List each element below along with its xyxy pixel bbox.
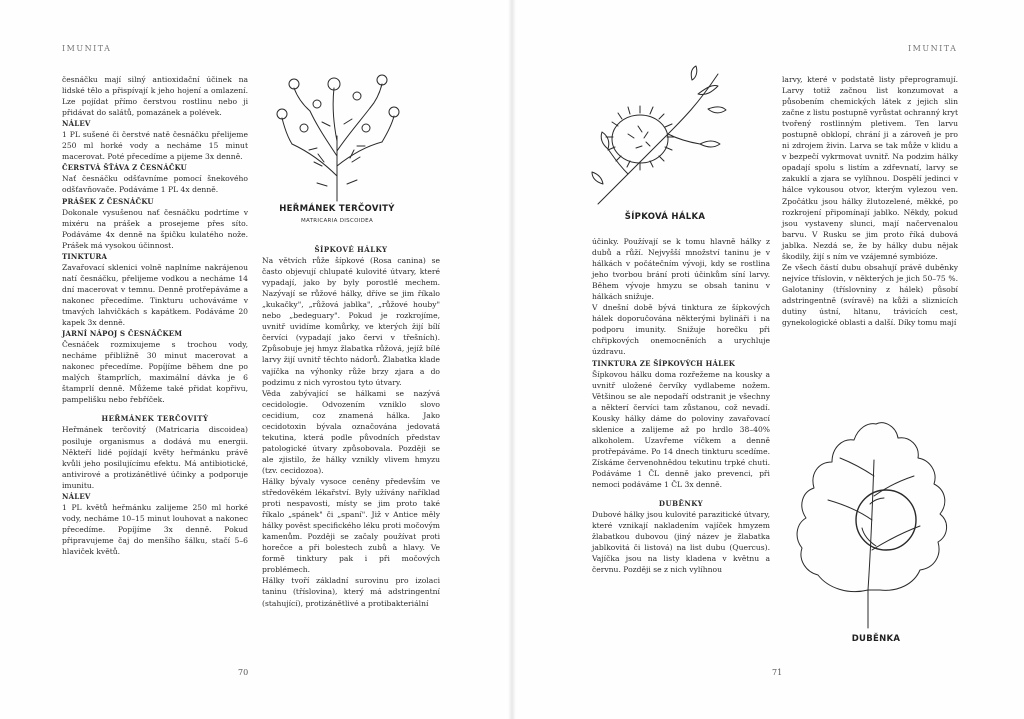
left-page-column-2 [262, 236, 440, 609]
right-page-number: 71 [772, 668, 783, 677]
chamomile-illustration [262, 66, 412, 206]
paragraph: 1 PL květů heřmánku zalijeme 250 ml horké vody, necháme 10–15 minut louhovat a nakonec přecedíme. Popíjíme 3x denně. Pokud připravujeme čaj do menšího šálku, stačí 5–6 hlaviček květů. [62, 502, 248, 556]
paragraph: 1 PL sušené či čerstvé natě česnáčku přelijeme 250 ml horké vody a necháme 15 minut macerovat. Poté přecedíme a pijeme 3x denně. [62, 130, 248, 162]
paragraph: Česnáček rozmixujeme s trochou vody, necháme přibližně 30 minut macerovat a nakonec přecedíme. Popíjíme během dne po malých štamprlích, maximální dávka je 6 štamprlí denně. Můžeme také přidat kopřivu, pampelišku nebo řebříček. [62, 340, 248, 405]
section-heading: PRÁŠEK Z ČESNÁČKU [62, 196, 154, 206]
right-page-column-1 [592, 236, 770, 575]
centered-heading: DUBĚNKY [658, 499, 704, 509]
paragraph: V dnešní době bývá tinktura ze šípkových hálek doporučována některými bylináři i na podporu imunity. Snižuje horečku při chřipkových onemocněních a urychluje úzdravu. [592, 303, 770, 357]
section-heading: NÁLEV [62, 119, 91, 129]
chamomile-caption: HEŘMÁNEK TERČOVITÝ [279, 204, 395, 214]
paragraph: účinky. Používají se k tomu hlavně hálky z dubů a růží. Nejvyšší množství taninu je v hálkách v počátečním vývoji, kdy se rostlina jeho tvorbou brání proti účinkům síní larvy. Během vývoje hmyzu se obsah taninu v hálkách snižuje. [592, 237, 770, 302]
paragraph: Nať česnáčku odšťavníme pomocí šnekového odšťavňovače. Podáváme 1 PL 4x denně. [62, 174, 248, 195]
oak-gall-illustration [788, 400, 958, 630]
section-heading: ČERSTVÁ ŠŤÁVA Z ČESNÁČKU [62, 163, 187, 173]
right-running-header: IMUNITA [908, 44, 958, 53]
paragraph: Na větvích růže šípkové (Rosa canina) se často objevují chlupaté kulovité útvary, které vypadají, jako by byly porostlé mechem. Nazývají se růžové hálky, dříve se jim říkalo „kukačky", „růžová jablka", „růžové houby" nebo „bedeguary". Pokud je rozkrojíme, uvnitř uvidíme komůrky, ve kterých žijí bílí červíci (vypadají jako červi v třešních). Způsobuje jej hmyz žlabatka růžová, jejíž bílé larvy žijí uvnitř těchto nádorů. Žlabatka klade vajíčka na výhonky růže brzy zjara a do podzimu z nich vyrostou tyto útvary. [262, 256, 440, 387]
rose-gall-caption: ŠÍPKOVÁ HÁLKA [624, 212, 706, 222]
paragraph: Hálky bývaly vysoce ceněny především ve středověkém lékařství. Byly užívány naříklad proti nespavosti, místy se jim proto také říkalo „spánek" či „spaní". Již v Antice měly hálky pověst specifického léku proti močovým kamenům. Později se začaly používat proti horečce a při bolestech zubů a hlavy. Ve formě tinktury pak i při močových problémech. [262, 476, 440, 575]
section-heading: TINKTURA [62, 251, 108, 261]
paragraph: Šípkovou hálku doma rozřežeme na kousky a uvnitř uložené červíky vydlabeme nožem. Většinou se ale nepodaří odstranit je všechny a některí červíci tam zůstanou, což nevadí. Kousky hálky dáme do poloviny zavařovací sklenice a zalijeme až po hrdlo 38–40% alkoholem. Uzavřeme víčkem a denně protřepáváme. Po 14 dnech tinkturu scedíme. Získáme červenohnědou tekutinu trpké chuti. Podáváme 1 ČL denně jako prevenci, při nemoci podáváme 1 ČL 3x denně. [592, 369, 770, 490]
oak-gall-caption: DUBĚNKA [851, 634, 901, 644]
left-running-header: IMUNITA [62, 44, 112, 53]
right-page-column-2 [782, 74, 958, 328]
paragraph: Dokonale vysušenou nať česnáčku podrtíme v mixéru na prášek a prosejeme přes síto. Podáváme 4x denně na špičku kulatého nože. Prášek má vysokou účinnost. [62, 207, 248, 250]
left-page-column-1 [62, 74, 248, 557]
rose-gall-illustration [588, 64, 728, 214]
paragraph: Hálky tvoří základní surovinu pro izolaci taninu (tříslovina), který má adstringentní (stahující), protizánětlivé a protibakteriální [262, 576, 440, 608]
left-page-number: 70 [238, 668, 249, 677]
section-heading: TINKTURA ZE ŠÍPKOVÝCH HÁLEK [592, 358, 736, 368]
paragraph: Zavařovací sklenici volně naplníme nakrájenou natí česnáčku, přelijeme vodkou a necháme 14 dní macerovat v temnu. Denně protřepáváme a nakonec přecedíme. Tinkturu uchováváme v tmavých lahvičkách s kapátkem. Podáváme 20 kapek 3x denně. [62, 262, 248, 328]
paragraph: Ze všech částí dubu obsahují právě duběnky nejvíce tříslovin, v některých je jich 50–75 %. Galotaniny (tříslovniny z hálek) působí adstringentně (svíravě) na kůži a sliznicích dutiny ústní, hltanu, trávicích cest, gynekologické oblasti a další. Díky tomu mají [782, 262, 958, 328]
centered-heading: HEŘMÁNEK TERČOVITÝ [101, 414, 209, 424]
paragraph: česnáčku mají silný antioxidační účinek na lidské tělo a přispívají k jeho hojení a omlazení. Lze pojídat přímo čerstvou rostlinu nebo ji přidávat do salátů, pomazánek a polévek. [62, 75, 248, 118]
paragraph: Dubové hálky jsou kulovité parazitické útvary, které vznikají nakladením vajíček hmyzem žlabatkou dubovou (jiný název je žlabatka jablkovitá či listová) na list dubu (Quercus). Vajíčka jsou na listy kladena v květnu a červnu. Později se z nich vylíhnou [592, 510, 770, 575]
page-gutter [508, 0, 516, 719]
section-heading: JARNÍ NÁPOJ S ČESNÁČKEM [62, 329, 183, 339]
centered-heading: ŠÍPKOVÉ HÁLKY [314, 245, 388, 254]
section-heading: NÁLEV [62, 491, 91, 501]
paragraph: larvy, které v podstatě listy přeprogramují. Larvy totiž začnou list konzumovat a působením chemických látek z jejich slin začne z listu postupně vyrůstat ochranný kryt tvořený rostlinným pletivem. Ten larvu postupně obklopí, chrání ji a zároveň je pro ni zdrojem živin. Larva se tak může v klidu a v bezpečí vykrmovat uvnitř. Na podzim hálky opadají spolu s listím a zdřevnatí, larvy se zakuklí a zjara se vylíhnou. Dospělí jedinci v hálce vykousou otvor, kterým vylezou ven. Zpočátku jsou hálky žlutozelené, měkké, po rozkrojení připomínají jablko. Někdy, pokud jsou vystaveny slunci, mají načervenalou barvu. V Rusku se jim proto říká dubová jablka. Nezdá se, že by hálky dubu nějak škodily, žijí s ním ve vzájemné symbióze. [782, 75, 959, 261]
paragraph: Heřmánek terčovitý (Matricaria discoidea) posiluje organismus a dodává mu energii. Někteří lidé pojídají květy heřmánku právě kvůli jeho posilujícímu efektu. Má antibiotické, antivirové a protizánětlivé účinky a podporuje imunitu. [62, 425, 248, 490]
paragraph: Věda zabývající se hálkami se nazývá cecidologie. Odvozením vzniklo slovo cecidium, coz znamená hálka. Jako cecidotoxin bývala označována jedovatá tekutina, která podle původních představ patologické útvary způsobovala. Později se ale zjistilo, že hálky vznikly vlivem hmyzu (tzv. cecidozoa). [262, 388, 440, 475]
chamomile-subcaption: MATRICARIA DISCOIDEA [300, 218, 374, 224]
